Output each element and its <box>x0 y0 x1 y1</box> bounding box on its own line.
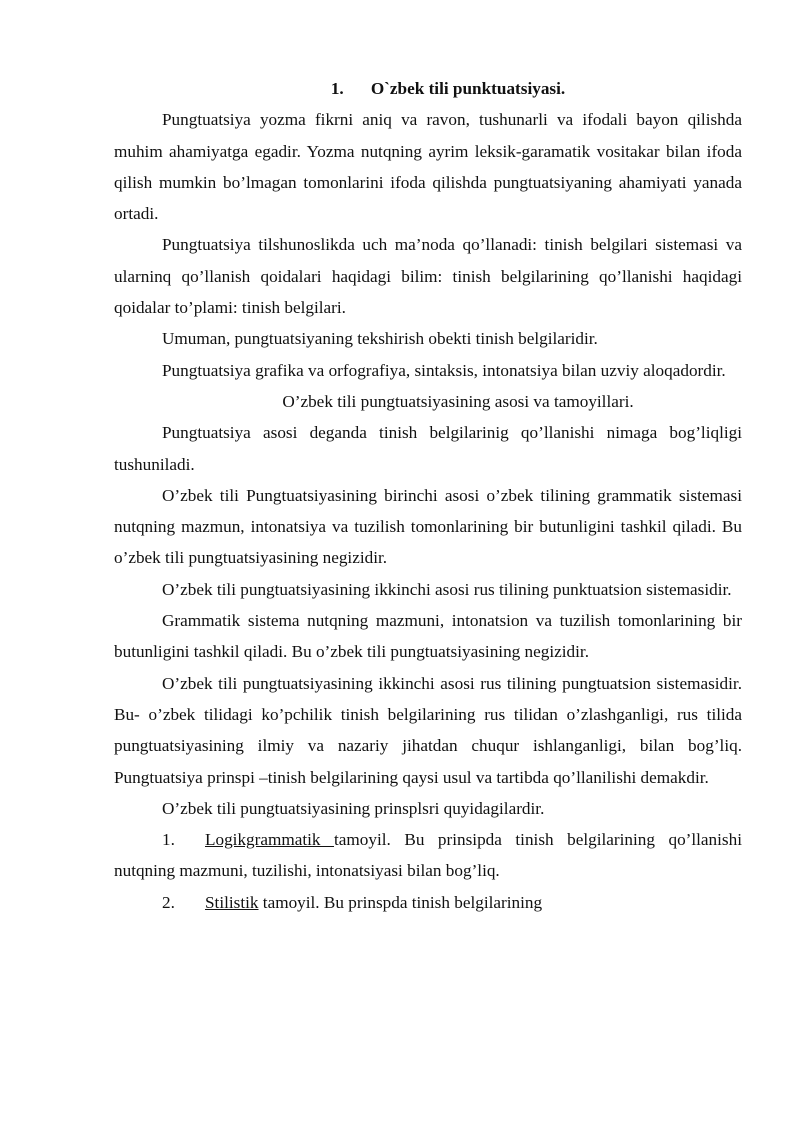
list-item-number: 1. <box>162 830 175 850</box>
list-item-term: Logikgrammatik <box>205 830 335 850</box>
section-number: 1. <box>330 79 344 98</box>
document-page <box>114 73 742 918</box>
paragraph: Pungtuatsiya yozma fikrni aniq va ravon, tushunarli va ifodali bayon qilishda muhim ahamiyatga egadir. Yozma nutqning ayrim leksik-garamatik vositakar bilan ifoda qilish mumkin bo’lmagan tomonlarini ifoda qilishda pungtuatsiyaning ahamiyati yanada ortadi. <box>114 110 742 224</box>
list-item <box>114 887 742 918</box>
paragraph: O’zbek tili pungtuatsiyasining ikkinchi asosi rus tilining pungtuatsion sistemasidir. Bu- o’zbek tilidagi ko’pchilik tinish belgilarining rus tilidan o’zlashganligi, rus tilida pungtuatsiyasining ilmiy va nazariy jihatdan chuqur ishlanganligi, bilan bog’liq. Pungtuatsiya prinspi –tinish belgilarining qaysi usul va tartibda qo’llanilishi demakdir. <box>114 673 742 787</box>
paragraph: Umuman, pungtuatsiyaning tekshirish obekti tinish belgilaridir. <box>162 329 598 349</box>
paragraph: Pungtuatsiya tilshunoslikda uch ma’noda qo’llanadi: tinish belgilari sistemasi va ularninq qo’llanish qoidalari haqidagi bilim: tinish belgilarining qo’llanishi haqidagi qoidalar to’plami: tinish belgilari. <box>114 235 742 318</box>
list-item-term: Stilistik <box>205 892 259 912</box>
paragraph: Grammatik sistema nutqning mazmuni, intonatsion va tuzilish tomonlarining bir butunligini tashkil qiladi. Bu o’zbek tili pungtuatsiyasining negizidir. <box>114 611 742 662</box>
section-title: O`zbek tili punktuatsiyasi. <box>370 79 566 98</box>
paragraph: Pungtuatsiya asosi deganda tinish belgilarinig qo’llanishi nimaga bog’liqligi tushuniladi. <box>114 423 742 474</box>
list-item-text: tamoyil. Bu prinspda tinish belgilarining <box>258 892 543 912</box>
paragraph: O’zbek tili pungtuatsiyasining ikkinchi asosi rus tilining punktuatsion sistemasidir. <box>162 579 732 599</box>
paragraph: Pungtuatsiya grafika va orfografiya, sintaksis, intonatsiya bilan uzviy aloqadordir. <box>162 360 726 380</box>
paragraph: O’zbek tili pungtuatsiyasining prinsplsri quyidagilardir. <box>162 798 545 818</box>
list-item-text: tamoyil. Bu prinsipda tinish belgilarining qo’llanishi nutqning mazmuni, tuzilishi, intonatsiyasi bilan bog’liq. <box>114 830 742 881</box>
section-heading <box>114 73 742 104</box>
subsection-heading: O’zbek tili pungtuatsiyasining asosi va tamoyillari. <box>282 391 634 411</box>
list-item <box>114 824 742 887</box>
paragraph: O’zbek tili Pungtuatsiyasining birinchi asosi o’zbek tilining grammatik sistemasi nutqning mazmun, intonatsiya va tuzilish tomonlarining bir butunligini tashkil qiladi. Bu o’zbek tili pungtuatsiyasining negizidir. <box>114 485 742 568</box>
list-item-number: 2. <box>162 892 175 912</box>
